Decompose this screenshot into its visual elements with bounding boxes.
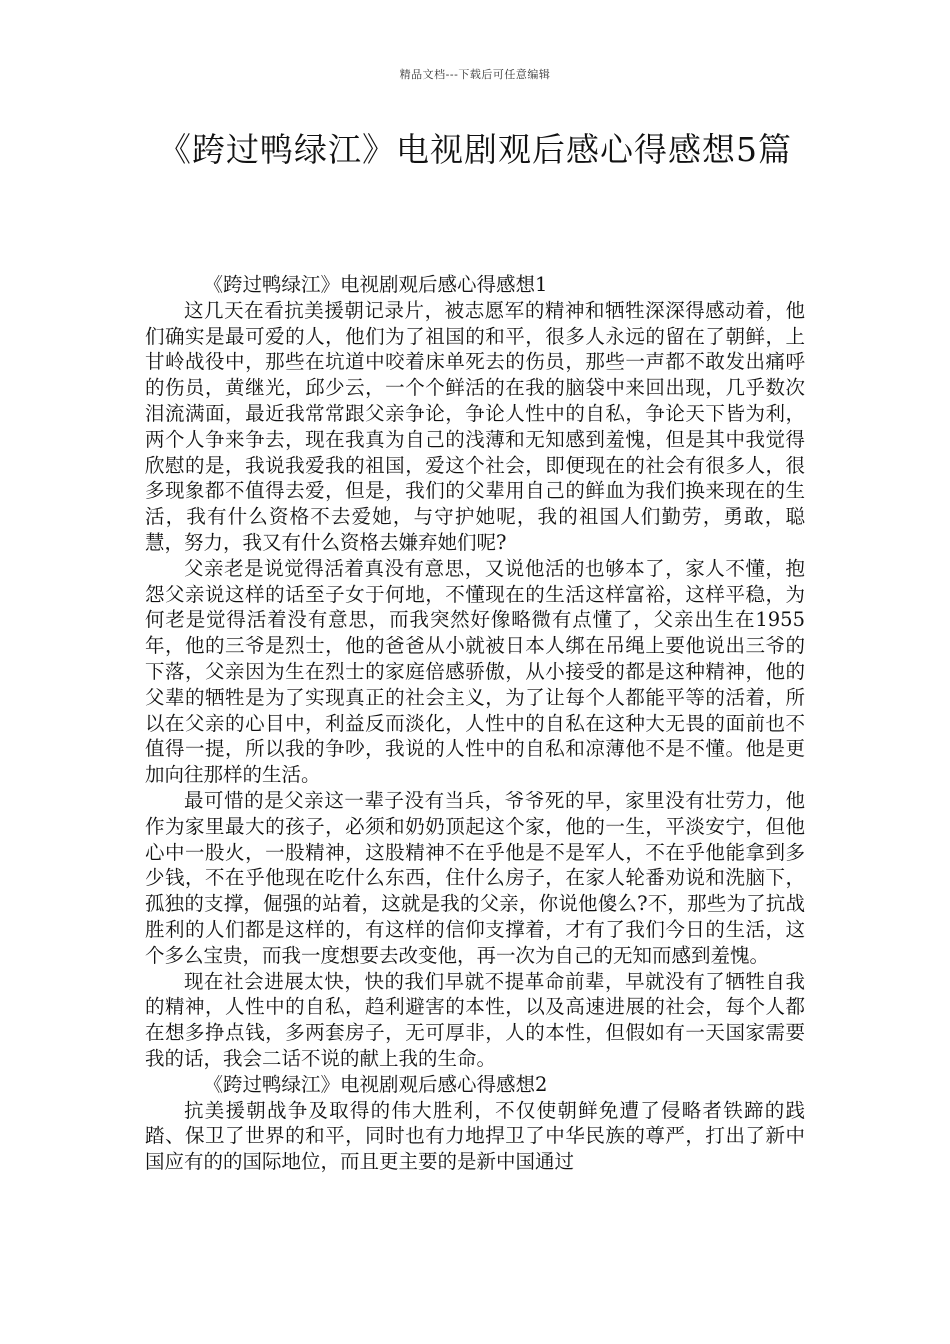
paragraph: 最可惜的是父亲这一辈子没有当兵，爷爷死的早，家里没有壮劳力，他作为家里最大的孩子，必须和奶奶顶起这个家，他的一生，平淡安宁，但他心中一股火，一股精神，这股精神不在乎他是不是军人，不在乎他能拿到多少钱，不在乎他现在吃什么东西，住什么房子，在家人轮番劝说和洗脑下，孤独的支撑，倔强的站着，这就是我的父亲，你说他傻么?不，那些为了抗战胜利的人们都是这样的，有这样的信仰支撑着，才有了我们今日的生活，这个多么宝贵，而我一度想要去改变他，再一次为自己的无知而感到羞愧。 — [145, 788, 805, 967]
section-heading: 《跨过鸭绿江》电视剧观后感心得感想1 — [203, 273, 548, 296]
paragraph: 现在社会进展太快，快的我们早就不提革命前辈，早就没有了牺牲自我的精神，人性中的自私，趋利避害的本性，以及高速进展的社会，每个人都在想多挣点钱，多两套房子，无可厚非，人的本性，但假如有一天国家需要我的话，我会二话不说的献上我的生命。 — [145, 969, 805, 1070]
header-note: 精品文档---下载后可任意编辑 — [399, 68, 551, 81]
paragraph: 这几天在看抗美援朝记录片，被志愿军的精神和牺牲深深得感动着，他们确实是最可爱的人，他们为了祖国的和平，很多人永远的留在了朝鲜，上甘岭战役中，那些在坑道中咬着床单死去的伤员，那些一声都不敢发出痛呼的伤员，黄继光，邱少云，一个个鲜活的在我的脑袋中来回出现，几乎数次泪流满面，最近我常常跟父亲争论，争论人性中的自私，争论天下皆为利，两个人争来争去，现在我真为自己的浅薄和无知感到羞愧，但是其中我觉得欣慰的是，我说我爱我的祖国，爱这个社会，即便现在的社会有很多人，很多现象都不值得去爱，但是，我们的父辈用自己的鲜血为我们换来现在的生活，我有什么资格不去爱她，与守护她呢，我的祖国人们勤劳，勇敢，聪慧，努力，我又有什么资格去嫌弃她们呢? — [145, 298, 805, 554]
paragraph: 抗美援朝战争及取得的伟大胜利，不仅使朝鲜免遭了侵略者铁蹄的践踏、保卫了世界的和平，同时也有力地捍卫了中华民族的尊严，打出了新中国应有的的国际地位，而且更主要的是新中国通过 — [145, 1098, 805, 1174]
document-title: 《跨过鸭绿江》电视剧观后感心得感想5篇 — [158, 130, 792, 169]
section-heading: 《跨过鸭绿江》电视剧观后感心得感想2 — [203, 1072, 548, 1096]
document-body — [145, 272, 805, 1175]
paragraph: 父亲老是说觉得活着真没有意思，又说他活的也够本了，家人不懂，抱怨父亲说这样的话至子女于何地，不懂现在的生活这样富裕，这样平稳，为何老是觉得活着没有意思，而我突然好像略微有点懂了，父亲出生在1955年，他的三爷是烈士，他的爸爸从小就被日本人绑在吊绳上要他说出三爷的下落，父亲因为生在烈士的家庭倍感骄傲，从小接受的都是这种精神，他的父辈的牺牲是为了实现真正的社会主义，为了让每个人都能平等的活着，所以在父亲的心目中，利益反而淡化，人性中的自私在这种大无畏的面前也不值得一提，所以我的争吵，我说的人性中的自私和凉薄他不是不懂。他是更加向往那样的生活。 — [145, 556, 805, 787]
